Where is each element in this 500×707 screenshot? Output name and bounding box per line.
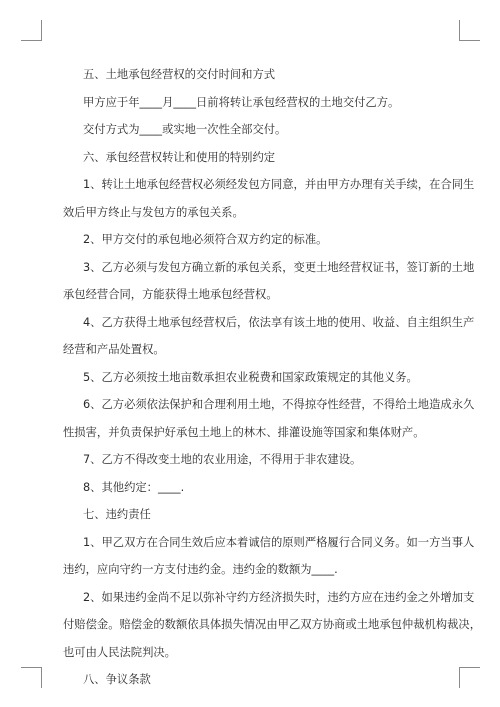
paragraph-line: 违约，应向守约一方支付违约金。违约金的数额为____. [63, 563, 338, 576]
paragraph-line: 性损害，并负责保护好承包土地上的林木、排灌设施等国家和集体财产。 [63, 426, 425, 439]
paragraph-line: 效后甲方终止与发包方的承包关系。 [63, 206, 244, 219]
paragraph-line: 2、如果违约金尚不足以弥补守约方经济损失时，违约方应在违约金之外增加支 [83, 591, 475, 604]
paragraph-line: 5、乙方必须按土地亩数承担农业税费和国家政策规定的其他义务。 [83, 371, 418, 384]
paragraph-line: 4、乙方获得土地承包经营权后，依法享有该土地的使用、收益、自主组织生产 [83, 316, 475, 329]
crop-mark-bottom-right [459, 667, 480, 688]
section-heading: 五、土地承包经营权的交付时间和方式 [83, 68, 276, 81]
paragraph-line: 交付方式为____或实地一次性全部交付。 [83, 123, 287, 136]
paragraph-line: 1、甲乙双方在合同生效后应本着诚信的原则严格履行合同义务。如一方当事人 [83, 536, 475, 549]
paragraph-line: 付赔偿金。赔偿金的数额依具体损失情况由甲乙双方协商或土地承包仲裁机构裁决， [63, 618, 481, 631]
paragraph-line: 3、乙方必须与发包方确立新的承包关系，变更土地经营权证书，签订新的土地 [83, 261, 475, 274]
paragraph-line: 7、乙方不得改变土地的农业用途，不得用于非农建设。 [83, 453, 362, 466]
section-heading: 七、违约责任 [83, 508, 151, 521]
paragraph-line: 承包经营合同，方能获得土地承包经营权。 [63, 288, 278, 301]
paragraph-line: 2、甲方交付的承包地必须符合双方约定的标准。 [83, 233, 328, 246]
paragraph-line: 8、其他约定：____. [83, 481, 185, 494]
crop-mark-top-left [21, 20, 42, 41]
paragraph-line: 6、乙方必须依法保护和合理利用土地，不得掠夺性经营，不得给土地造成永久 [83, 398, 475, 411]
crop-mark-bottom-left [21, 667, 42, 688]
section-heading: 八、争议条款 [83, 673, 151, 686]
section-heading: 六、承包经营权转让和使用的特别约定 [83, 151, 276, 164]
paragraph-line: 也可由人民法院判决。 [63, 646, 176, 659]
crop-mark-top-right [459, 20, 480, 41]
paragraph-line: 经营和产品处置权。 [63, 343, 165, 356]
paragraph-line: 1、转让土地承包经营权必须经发包方同意，并由甲方办理有关手续，在合同生 [83, 178, 475, 191]
paragraph-line: 甲方应于年____月____日前将转让承包经营权的土地交付乙方。 [83, 96, 400, 109]
